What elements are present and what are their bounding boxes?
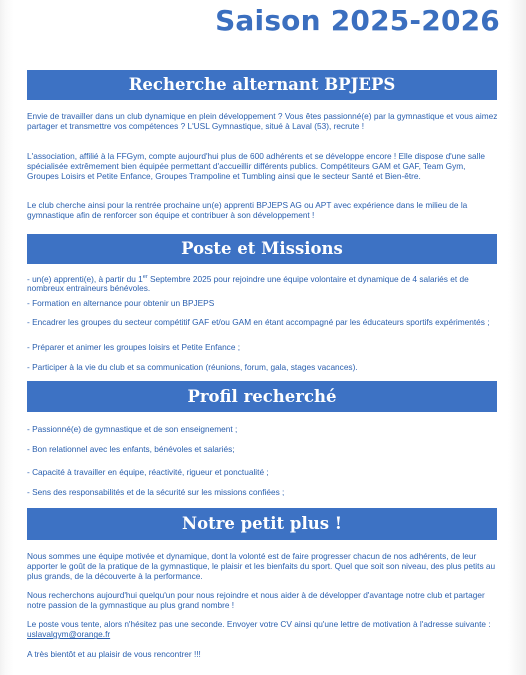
section-title: Notre petit plus !: [181, 514, 342, 533]
season-title: Saison 2025-2026: [215, 4, 500, 37]
email-link[interactable]: uslavalgym@orange.fr: [27, 629, 111, 640]
mission-item: - Participer à la vie du club et sa communication (réunions, forum, gala, stages vacances).: [27, 362, 358, 372]
profile-item: - Passionné(e) de gymnastique et de son enseignement ;: [27, 424, 238, 434]
mission-item: - Préparer et animer les groupes loisirs et Petite Enfance ;: [27, 342, 241, 352]
section-banner-missions: [27, 234, 497, 264]
intro-paragraph: Envie de travailler dans un club dynamique en plein développement ? Vous êtes passionné(e) par la gymnastique et vous aimez partager et transmettre vos compétences ? L'USL Gymnastique, situé à Laval (53), recrute !: [27, 111, 498, 132]
association-paragraph: L'association, affilié à la FFGym, compte aujourd'hui plus de 600 adhérents et se développe encore ! Elle dispose d'une salle spécialisée extrêmement bien équipée permettant d'accueillir différents publics. Compétiteurs GAM et GAF, Team Gym, Groupes Loisirs et Petite Enfance, Groupes Trampoline et Tumbling ainsi que le secteur Santé et Bien-être.: [27, 151, 485, 182]
mission-item: - Encadrer les groupes du secteur compétitif GAF et/ou GAM en étant accompagné par les éducateurs sportifs expérimentés ;: [27, 317, 490, 327]
closing-paragraph: A très bientôt et au plaisir de vous rencontrer !!!: [27, 649, 201, 659]
profile-item: - Capacité à travailler en équipe, réactivité, rigueur et ponctualité ;: [27, 467, 269, 477]
contact-paragraph: Le poste vous tente, alors n'hésitez pas une seconde. Envoyer votre CV ainsi qu'une lettre de motivation à l'adresse suivante : uslavalgym@orange.fr: [27, 619, 491, 640]
search-paragraph: Nous recherchons aujourd'hui quelqu'un pour nous rejoindre et nous aider à de développer d'avantage notre club et partager notre passion de la gymnastique au plus grand nombre !: [27, 590, 485, 611]
apprentice-paragraph: Le club cherche ainsi pour la rentrée prochaine un(e) apprenti BPJEPS AG ou APT avec expérience dans le milieu de la gymnastique afin de renforcer son équipe et contribuer à son développement !: [27, 200, 468, 221]
section-title: Profil recherché: [187, 387, 337, 406]
team-paragraph: Nous sommes une équipe motivée et dynamique, dont la volonté est de faire progresser chacun de nos adhérents, de leur apporter le goût de la pratique de la gymnastique, le plaisir et les bienfaits du sport. Quel que soit son niveau, des plus petits au plus grands, de la découverte à la performance.: [27, 551, 496, 582]
section-banner-profile: [27, 381, 497, 412]
mission-item: - Formation en alternance pour obtenir un BPJEPS: [27, 298, 215, 308]
profile-item: - Bon relationnel avec les enfants, bénévoles et salariés;: [27, 444, 235, 454]
mission-item: - un(e) apprenti(e), à partir du 1er Septembre 2025 pour rejoindre une équipe volontaire et dynamique de 4 salariés et de nombreux entraineurs bénévoles.: [27, 274, 469, 294]
section-banner-extra: [27, 508, 497, 540]
section-banner-recruitment: [27, 70, 497, 100]
section-title: Poste et Missions: [181, 239, 343, 258]
section-title: Recherche alternant BPJEPS: [128, 75, 396, 94]
profile-item: - Sens des responsabilités et de la sécurité sur les missions confiées ;: [27, 487, 285, 497]
